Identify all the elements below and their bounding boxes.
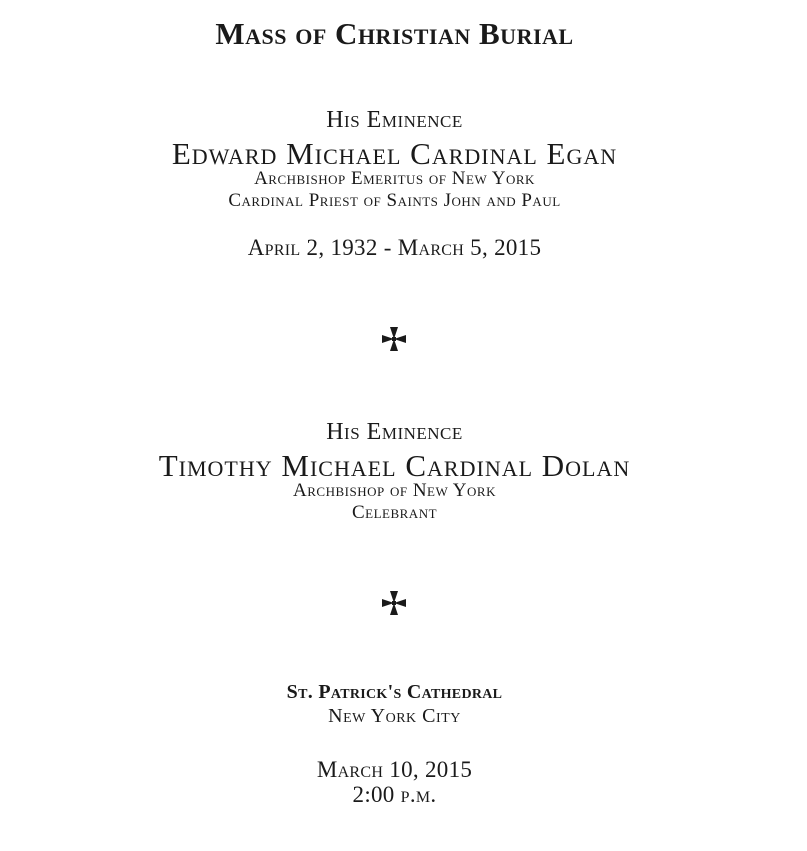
cross-pattee-icon	[381, 590, 407, 616]
celebrant-role: Celebrant	[351, 502, 438, 523]
document-title: Mass of Christian Burial	[215, 16, 574, 51]
deceased-title-1: Archbishop Emeritus of New York	[254, 168, 535, 189]
celebrant-honorific: His Eminence	[326, 419, 463, 445]
celebrant-title: Archbishop of New York	[293, 480, 496, 501]
location-place: St. Patrick's Cathedral	[286, 681, 503, 703]
deceased-dates: April 2, 1932 - March 5, 2015	[247, 235, 542, 260]
deceased-name: Edward Michael Cardinal Egan	[171, 136, 618, 171]
cross-pattee-icon	[381, 326, 407, 352]
service-time: 2:00 p.m.	[352, 782, 437, 807]
celebrant-name: Timothy Michael Cardinal Dolan	[158, 448, 631, 483]
service-date: March 10, 2015	[316, 757, 473, 782]
deceased-title-2: Cardinal Priest of Saints John and Paul	[228, 190, 561, 211]
deceased-honorific: His Eminence	[326, 107, 463, 133]
location-city: New York City	[328, 705, 461, 727]
